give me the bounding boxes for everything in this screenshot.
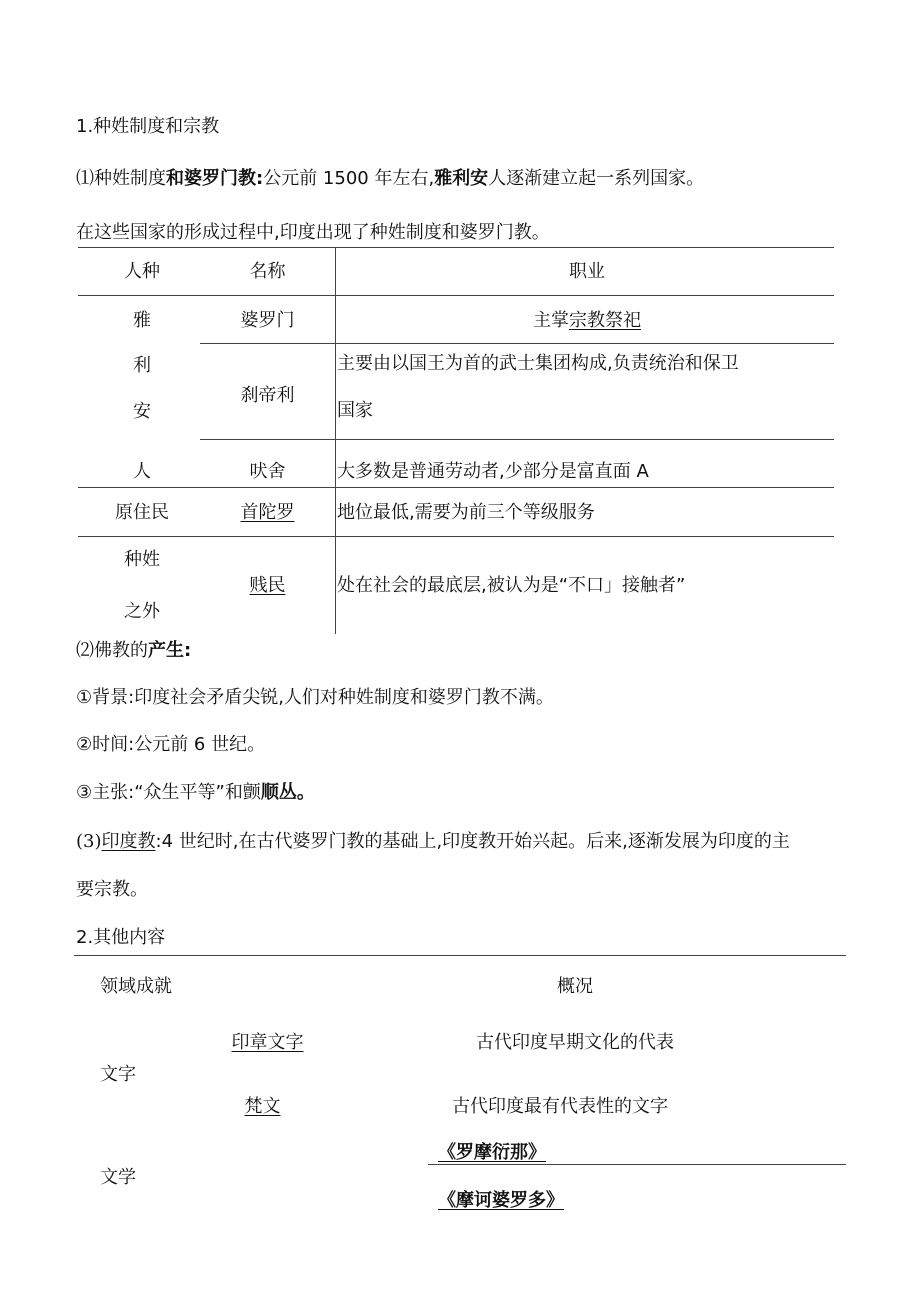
occupation-shudra: 地位最低,需要为前三个等级服务 [337,502,595,523]
caste-name-shudra [205,504,330,522]
race-outside-line2: 之外 [124,601,160,622]
caste-name-brahmin: 婆罗门 [240,310,295,331]
race-char: 雅 [133,310,151,331]
field-writing: 文字 [100,1064,136,1085]
occupation-vaishya: 大多数是普通劳动者,少部分是富直面 A [337,461,649,482]
race-outside-line1: 种姓 [124,549,160,570]
race-char: 利 [133,355,151,376]
hinduism-line1 [76,833,790,851]
mahabharata-title: 《摩诃婆罗多》 [438,1190,564,1211]
table-top-border [78,247,834,248]
sanskrit-desc: 古代印度最有代表性的文字 [452,1096,668,1117]
work-ramayana [438,1144,546,1162]
header-race: 人种 [124,261,160,282]
buddhism-title-text: ⑵佛教的 [76,640,148,661]
aryan-term: 雅利安 [434,168,489,189]
item-number: ⑴ [76,168,94,189]
race-native: 原住民 [115,502,169,523]
hinduism-text: :4 世纪时,在古代婆罗门教的基础上,印度教开始兴起。后来,逐渐发展为印度的主 [155,831,790,852]
hinduism-label: 印度教 [101,831,156,852]
ramayana-title: 《罗摩衍那》 [438,1142,546,1163]
date-text: 公元前 1500 年左右, [263,168,435,189]
occupation-untouchable: 处在社会的最底层,被认为是“不口」接触者” [337,575,686,596]
header-overview: 概况 [557,976,593,997]
header-name: 名称 [249,261,286,282]
column-divider [335,247,336,634]
buddhism-claim-text: ③主张:“众生平等”和颤 [76,782,261,803]
buddhism-title [76,642,191,660]
seal-script [205,1034,330,1052]
field-literature: 文学 [100,1167,136,1188]
caste-intro-paragraph [76,170,704,188]
occupation-kshatriya-line1: 主要由以国王为首的武士集团构成,负责统治和保卫 [337,353,739,374]
buddhism-claim [76,784,315,802]
header-occupation: 职业 [569,261,605,282]
caste-term: 种姓制度 [94,168,166,189]
row-divider [78,487,834,488]
buddhism-background: ①背景:印度社会矛盾尖锐,人们对种姓制度和婆罗门教不满。 [76,687,554,708]
occupation-brahmin: 主掌宗教祭祀 [533,310,641,331]
section2-heading: 2.其他内容 [76,927,166,948]
brahmanism-term: 和婆罗门教: [166,168,264,189]
hinduism-number: (3) [76,831,102,852]
section1-heading: 1.种姓制度和宗教 [76,116,220,137]
row-divider [78,536,834,537]
religious-sacrifice-text: 宗教祭祀 [569,310,641,331]
intro-rest: 人逐渐建立起一系列国家。 [488,168,705,189]
sanskrit-underlined: 梵文 [244,1096,281,1117]
literature-divider [428,1164,846,1165]
sanskrit [205,1098,320,1116]
buddhism-time: ②时间:公元前 6 世纪。 [76,734,266,755]
occupation-kshatriya-line2: 国家 [337,400,373,421]
shudra-underlined: 首陀罗 [240,502,295,523]
hinduism-line2: 要宗教。 [76,879,148,900]
seal-script-underlined: 印章文字 [231,1032,304,1053]
buddhism-claim-bold: 顺丛。 [260,782,315,803]
header-field: 领域成就 [100,976,172,997]
formation-paragraph: 在这些国家的形成过程中,印度出现了种姓制度和婆罗门教。 [76,222,550,243]
table-header-border [78,295,834,296]
work-mahabharata [438,1192,564,1210]
race-char: 安 [133,401,151,422]
race-char: 人 [133,461,151,482]
untouchable-underlined: 贱民 [249,575,286,596]
caste-name-untouchable [205,577,330,595]
buddhism-title-bold: 产生: [148,640,192,661]
seal-script-desc: 古代印度早期文化的代表 [476,1032,674,1053]
caste-name-kshatriya: 刹帝利 [240,385,295,406]
row-divider [200,439,834,440]
table2-top-border [74,955,846,956]
row-divider [200,343,834,344]
caste-name-vaishya: 吠舍 [249,461,286,482]
